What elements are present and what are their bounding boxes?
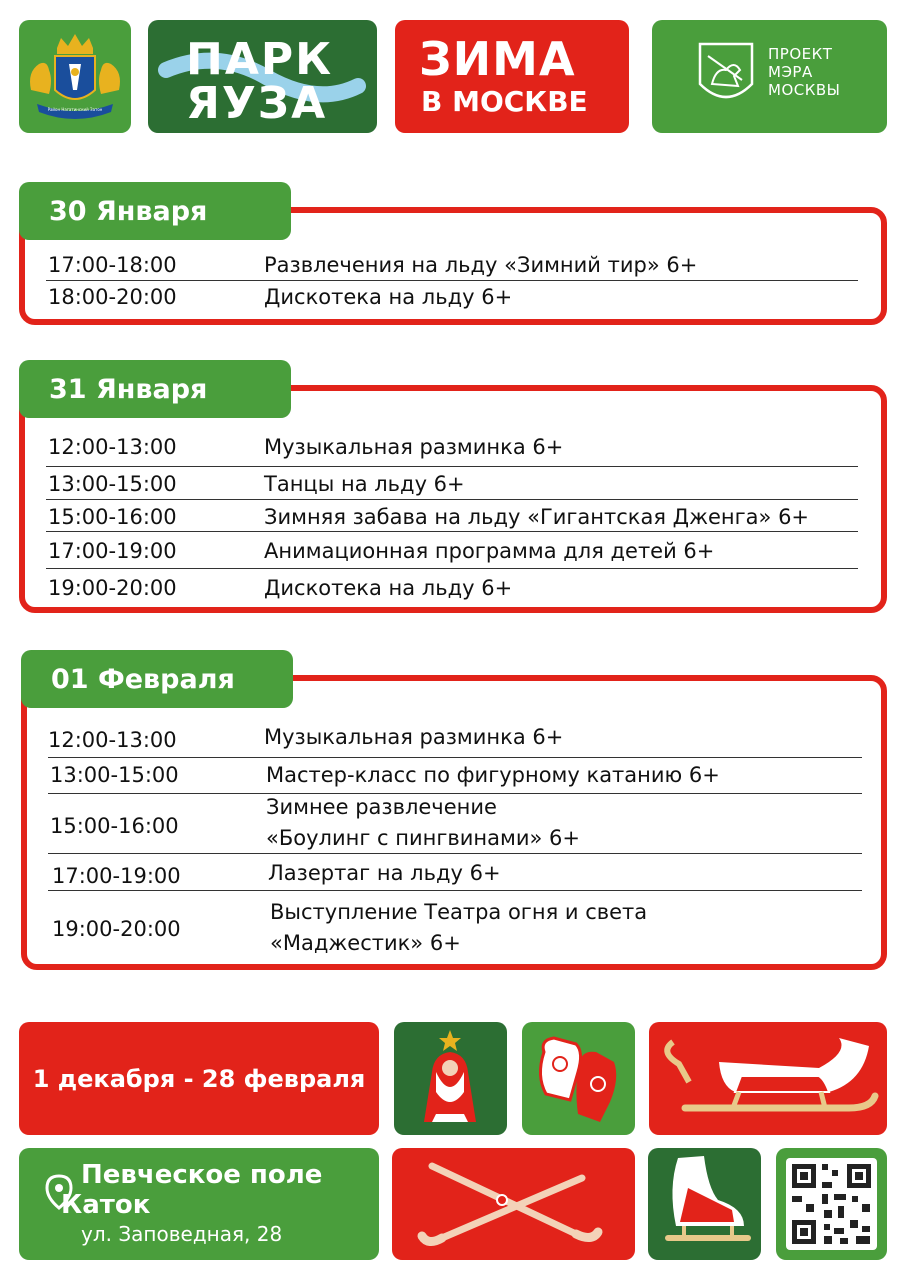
zima-logo-line1: ЗИМА <box>419 32 576 86</box>
sleigh-tile <box>649 1022 887 1135</box>
event-time: 18:00-20:00 <box>48 285 177 309</box>
event-title: Зимнее развлечение <box>266 795 497 819</box>
mittens-icon <box>522 1022 635 1135</box>
event-title: Музыкальная разминка 6+ <box>264 435 564 459</box>
event-time: 19:00-20:00 <box>52 917 181 941</box>
event-time: 17:00-18:00 <box>48 253 177 277</box>
park-logo-line1: ПАРК <box>186 34 334 85</box>
day-30-january-tab <box>19 182 291 240</box>
mayor-project-line1: ПРОЕКТ <box>768 45 833 63</box>
event-title: Зимняя забава на льду «Гигантская Дженга» 6+ <box>264 505 810 529</box>
event-title: Дискотека на льду 6+ <box>264 576 513 600</box>
event-title: Танцы на льду 6+ <box>264 472 465 496</box>
event-title: Развлечения на льду «Зимний тир» 6+ <box>264 253 698 277</box>
season-dates: 1 декабря - 28 февраля <box>32 1064 366 1093</box>
location-type: Каток <box>61 1190 151 1220</box>
zima-logo-line2: В МОСКВЕ <box>421 85 588 118</box>
event-time: 13:00-15:00 <box>50 763 179 787</box>
moscow-emblem-icon <box>694 40 758 110</box>
ded-moroz-icon <box>394 1022 507 1135</box>
row-divider <box>48 853 862 854</box>
hockey-sticks-icon <box>392 1148 635 1260</box>
event-title: Мастер-класс по фигурному катанию 6+ <box>266 763 720 787</box>
event-title: Выступление Театра огня и света <box>270 900 648 924</box>
skate-tile <box>648 1148 761 1260</box>
event-time: 12:00-13:00 <box>48 728 177 752</box>
row-divider <box>46 499 858 500</box>
mayor-project-logo <box>652 20 887 133</box>
event-time: 12:00-13:00 <box>48 435 177 459</box>
event-time: 15:00-16:00 <box>50 814 179 838</box>
row-divider <box>48 757 862 758</box>
event-time: 15:00-16:00 <box>48 505 177 529</box>
park-yauza-logo <box>148 20 377 133</box>
mittens-tile <box>522 1022 635 1135</box>
hockey-sticks-tile <box>392 1148 635 1260</box>
day-date: 31 Января <box>49 373 208 405</box>
district-coat-of-arms-icon <box>19 20 131 133</box>
qr-code-icon[interactable] <box>776 1148 887 1260</box>
event-title: Анимационная программа для детей 6+ <box>264 539 715 563</box>
season-dates-tile <box>19 1022 379 1135</box>
mayor-project-line3: МОСКВЫ <box>768 81 841 99</box>
row-divider <box>46 466 858 467</box>
row-divider <box>46 280 858 281</box>
location-address: ул. Заповедная, 28 <box>81 1222 283 1246</box>
mayor-project-line2: МЭРА <box>768 63 813 81</box>
district-emblem-tile <box>19 20 131 133</box>
row-divider <box>48 793 862 794</box>
day-date: 30 Января <box>49 195 208 227</box>
day-date: 01 Февраля <box>51 663 235 695</box>
park-logo-line2: ЯУЗА <box>186 78 328 129</box>
location-tile <box>19 1148 379 1260</box>
ded-moroz-tile <box>394 1022 507 1135</box>
day-31-january-tab <box>19 360 291 418</box>
day-01-february-tab <box>21 650 293 708</box>
district-emblem-caption: Район Нагатинский Затон <box>47 107 103 112</box>
event-time: 17:00-19:00 <box>48 539 177 563</box>
row-divider <box>48 890 862 891</box>
event-time: 17:00-19:00 <box>52 864 181 888</box>
event-time: 13:00-15:00 <box>48 472 177 496</box>
event-title: Лазертаг на льду 6+ <box>268 861 501 885</box>
ice-skate-icon <box>648 1148 761 1260</box>
event-title: Дискотека на льду 6+ <box>264 285 513 309</box>
event-time: 19:00-20:00 <box>48 576 177 600</box>
sleigh-icon <box>649 1022 887 1135</box>
event-title: «Боулинг с пингвинами» 6+ <box>266 826 580 850</box>
qr-code-tile[interactable] <box>776 1148 887 1260</box>
zima-v-moskve-logo <box>395 20 629 133</box>
row-divider <box>46 568 858 569</box>
event-title: Музыкальная разминка 6+ <box>264 725 564 749</box>
row-divider <box>46 531 858 532</box>
event-title: «Маджестик» 6+ <box>270 931 461 955</box>
location-name: Певческое поле <box>81 1160 323 1190</box>
